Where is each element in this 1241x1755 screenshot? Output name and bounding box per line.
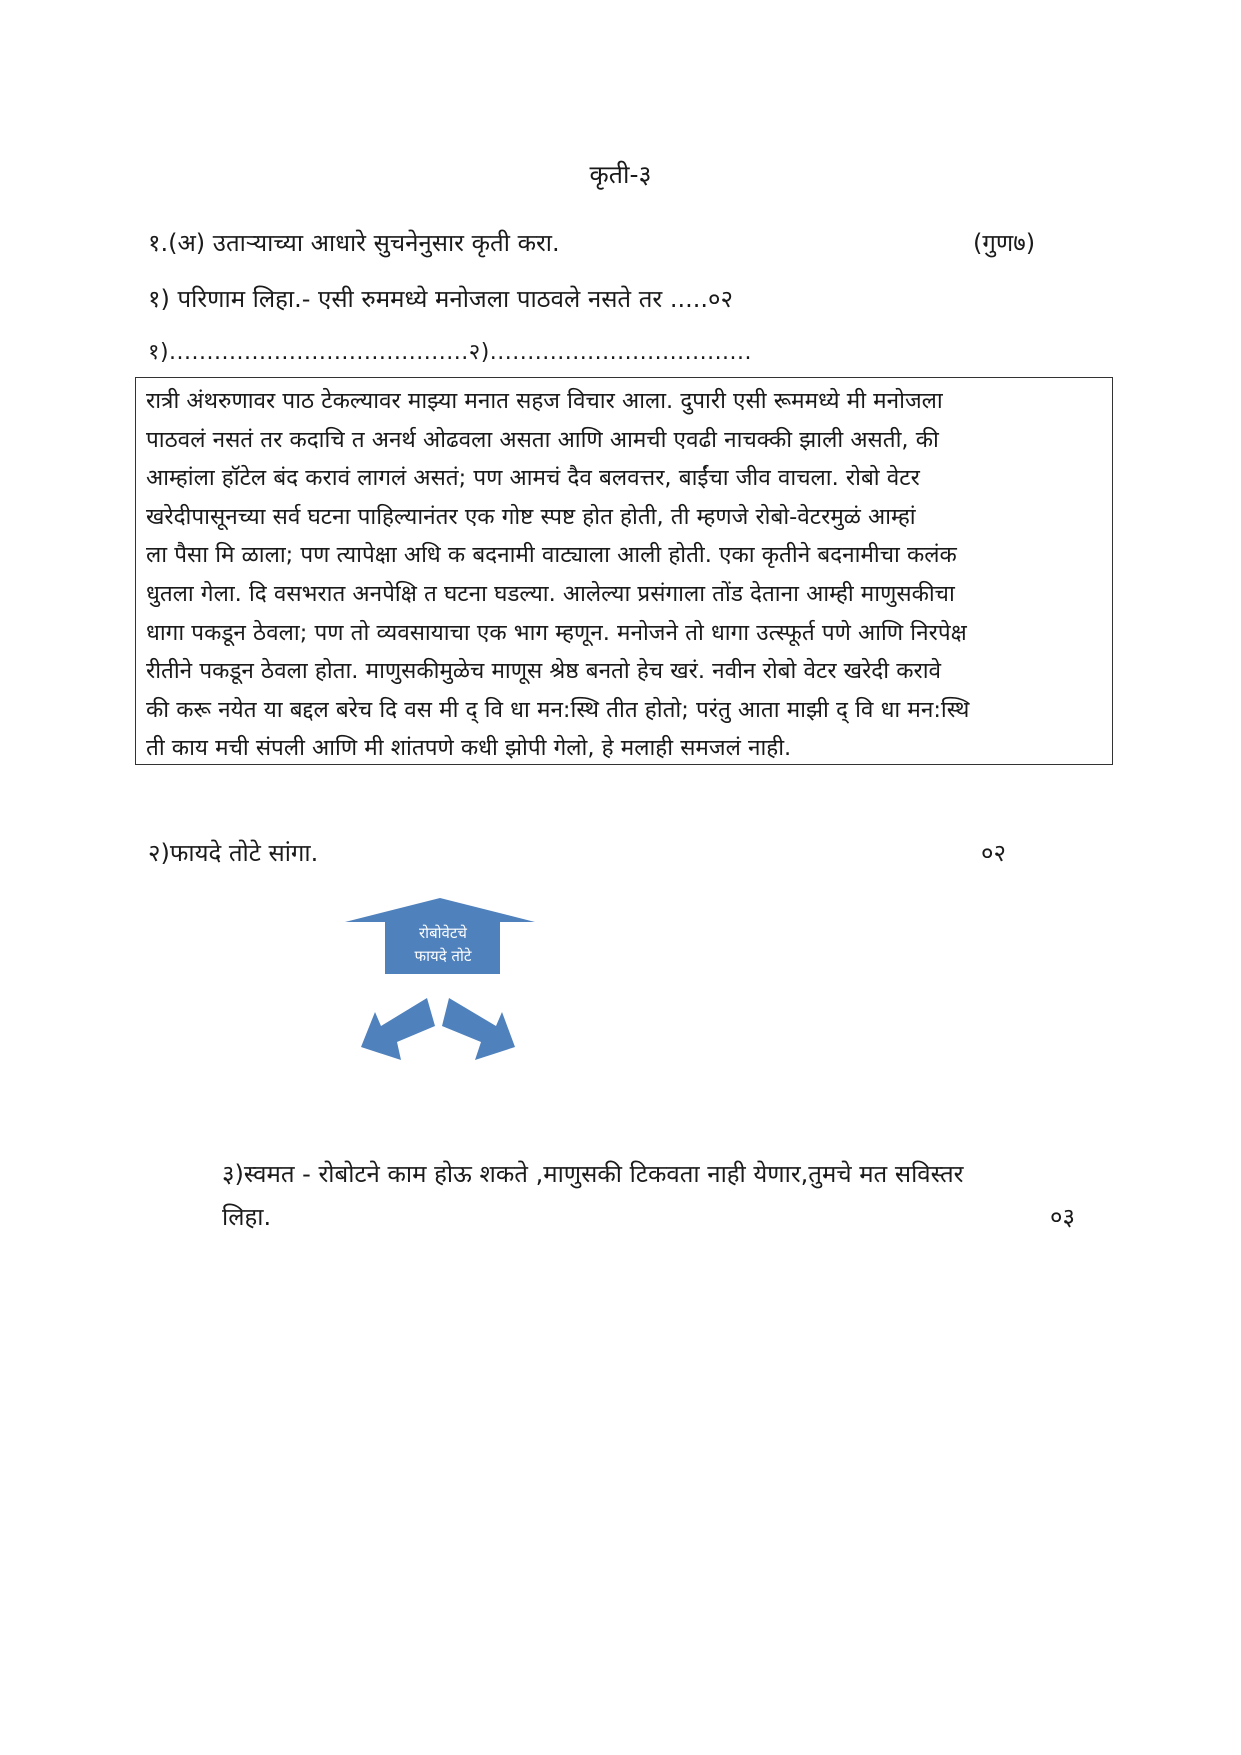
passage-line: धागा पकडून ठेवला; पण तो व्यवसायाचा एक भाग म्हणून. मनोजने तो धागा उत्स्फूर्त पणे आणि निरपेक्ष <box>146 619 967 646</box>
passage-line: पाठवलं नसतं तर कदाचि त अनर्थ ओढवला असता आणि आमची एवढी नाचक्की झाली असती, की <box>146 426 939 453</box>
passage-line: धुतला गेला. दि वसभरात अनपेक्षि त घटना घडल्या. आलेल्या प्रसंगाला तोंड देताना आम्ही माणुसकीचा <box>146 580 955 607</box>
marks-total: (गुण७) <box>973 229 1036 257</box>
question-1a-heading: १.(अ) उताऱ्याच्या आधारे सुचनेनुसार कृती करा. <box>148 229 560 257</box>
diagram-label-line-1: रोबोवेटचे <box>419 924 467 942</box>
question-1-sub-1: १) परिणाम लिहा.- एसी रुममध्ये मनोजला पाठवले नसते तर .....०२ <box>148 285 733 313</box>
question-2-marks: ०२ <box>981 839 1006 867</box>
answer-blanks: १)........................................२)................................... <box>148 340 753 365</box>
arrow-down-left-icon <box>361 998 435 1060</box>
question-2: २)फायदे तोटे सांगा. <box>148 839 319 867</box>
question-3-line-1: ३)स्वमत - रोबोटने काम होऊ शकते ,माणुसकी टिकवता नाही येणार,तुमचे मत सविस्तर <box>222 1160 964 1188</box>
page-title: कृती-३ <box>589 160 652 189</box>
question-3-marks: ०३ <box>1050 1203 1075 1231</box>
passage-line: ला पैसा मि ळाला; पण त्यापेक्षा अधि क बदनामी वाट्याला आली होती. एका कृतीने बदनामीचा कलंक <box>146 542 957 569</box>
passage-line: रात्री अंथरुणावर पाठ टेकल्यावर माझ्या मनात सहज विचार आला. दुपारी एसी रूममध्ये मी मनोजला <box>146 388 943 414</box>
question-3-line-2: लिहा. <box>222 1203 272 1231</box>
diagram-label-line-2: फायदे तोटे <box>414 947 472 965</box>
passage-line: रीतीने पकडून ठेवला होता. माणुसकीमुळेच माणूस श्रेष्ठ बनतो हेच खरं. नवीन रोबो वेटर खरेदी करावे <box>146 658 942 685</box>
diagram-label <box>388 922 498 968</box>
passage-box <box>135 377 1113 765</box>
passage-line: खरेदीपासूनच्या सर्व घटना पाहिल्यानंतर एक गोष्ट स्पष्ट होत होती, ती म्हणजे रोबो-वेटरमुळं आम्हां <box>146 503 916 530</box>
passage-line: आम्हांला हॉटेल बंद करावं लागलं असतं; पण आमचं दैव बलवत्तर, बाईंचा जीव वाचला. रोबो वेटर <box>146 465 920 492</box>
passage-line: की करू नयेत या बद्दल बरेच दि वस मी द् वि धा मन:स्थि तीत होतो; परंतु आता माझी द् वि धा मन:स्थि <box>146 696 970 723</box>
passage-line: ती काय मची संपली आणि मी शांतपणे कधी झोपी गेलो, हे मलाही समजलं नाही. <box>146 735 792 762</box>
arrow-down-right-icon <box>442 998 515 1060</box>
